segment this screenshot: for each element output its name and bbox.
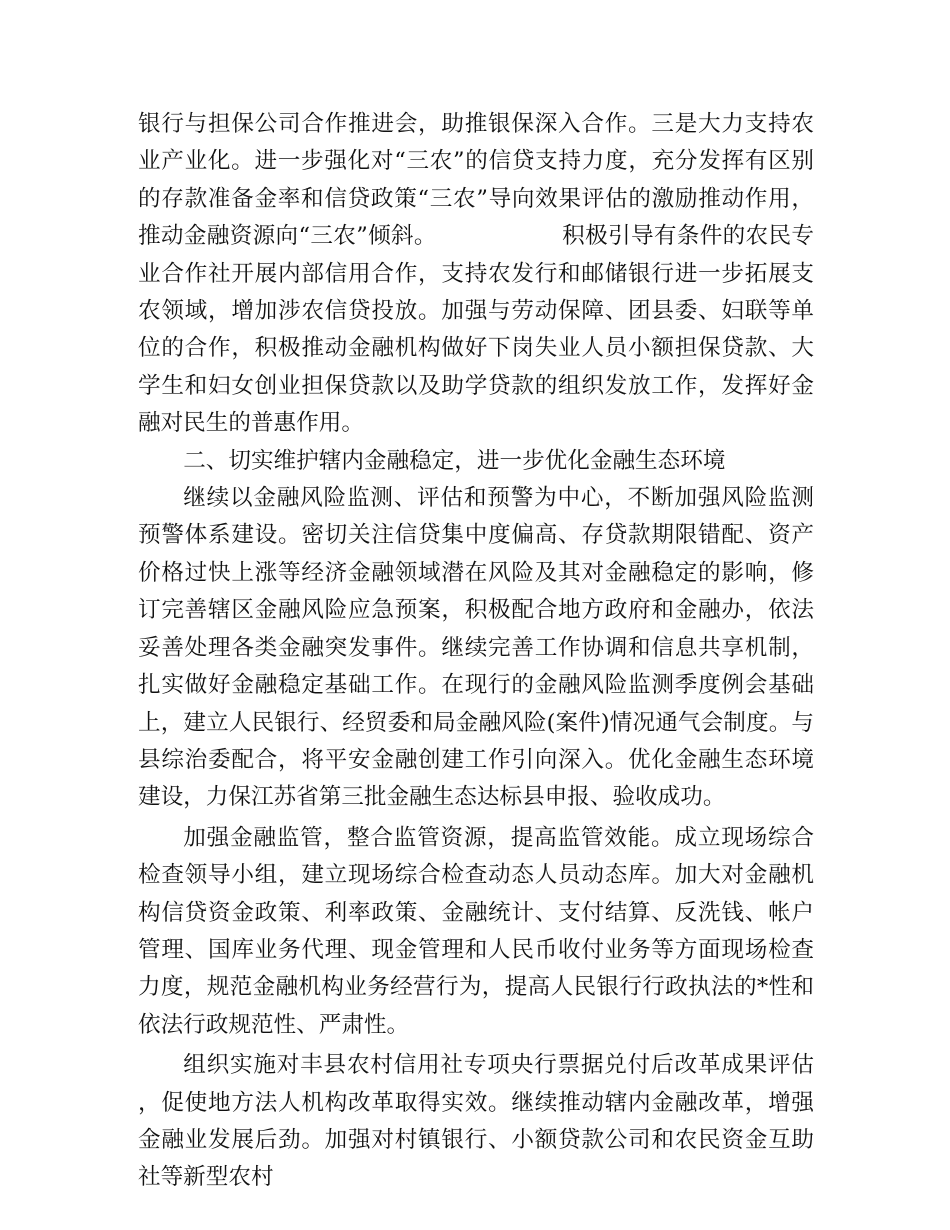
paragraph-1-part-2: 积极引导有条件的农民专业合作社开展内部信用合作，支持农发行和邮储银行进一步拓展支农领域，增加涉农信贷投放。加强与劳动保障、团县委、妇联等单位的合作，积极推动金融机构做好下岗失业人员小额担保贷款、大学生和妇女创业担保贷款以及助学贷款的组织发放工作，发挥好金融对民生的普惠作用。 (138, 223, 814, 437)
body-paragraph-4: 加强金融监管，整合监管资源，提高监管效能。成立现场综合检查领导小组，建立现场综合检查动态人员动态库。加大对金融机构信贷资金政策、利率政策、金融统计、支付结算、反洗钱、帐户管理、国库业务代理、现金管理和人民币收付业务等方面现场检查力度，规范金融机构业务经营行为，提高人民银行行政执法的*性和依法行政规范性、严肃性。 (138, 824, 814, 1038)
paragraph-1-part-1: 银行与担保公司合作推进会，助推银保深入合作。三是大力支持农业产业化。进一步强化对“三农”的信贷支持力度，充分发挥有区别的存款准备金率和信贷政策“三农”导向效果评估的激励推动作用，推动金融资源向“三农”倾斜。 (138, 111, 814, 250)
body-paragraph-5: 组织实施对丰县农村信用社专项央行票据兑付后改革成果评估，促使地方法人机构改革取得实效。继续推动辖内金融改革，增强金融业发展后劲。加强对村镇银行、小额贷款公司和农民资金互助社等新型农村 (138, 1052, 814, 1191)
section-heading: 二、切实维护辖内金融稳定，进一步优化金融生态环境 (183, 447, 726, 474)
body-paragraph-3: 继续以金融风险监测、评估和预警为中心，不断加强风险监测预警体系建设。密切关注信贷集中度偏高、存贷款期限错配、资产价格过快上涨等经济金融领域潜在风险及其对金融稳定的影响，修订完善辖区金融风险应急预案，积极配合地方政府和金融办，依法妥善处理各类金融突发事件。继续完善工作协调和信息共享机制，扎实做好金融稳定基础工作。在现行的金融风险监测季度例会基础上，建立人民银行、经贸委和局金融风险(案件)情况通气会制度。与县综治委配合，将平安金融创建工作引向深入。优化金融生态环境建设，力保江苏省第三批金融生态达标县申报、验收成功。 (138, 485, 814, 811)
body-paragraph-1 (138, 106, 814, 443)
document-page (138, 106, 814, 1197)
